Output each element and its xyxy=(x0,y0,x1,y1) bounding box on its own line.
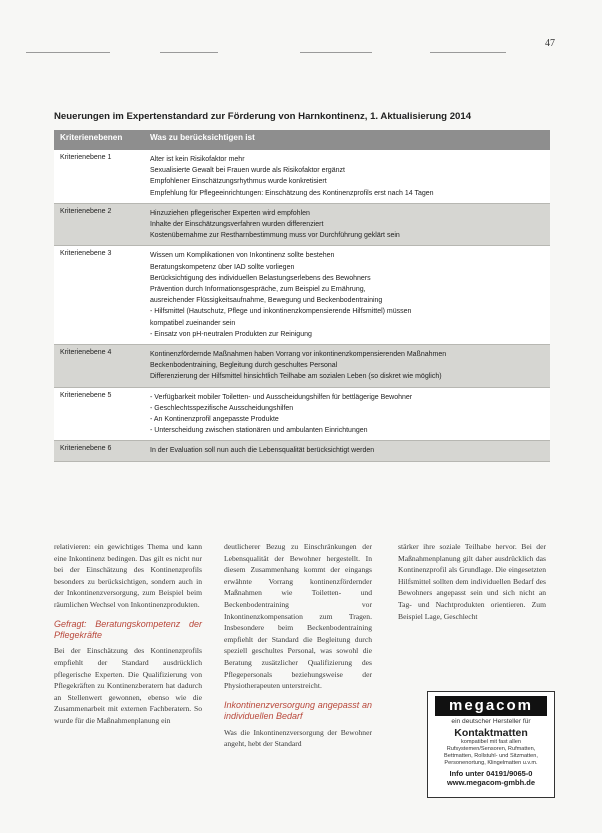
column-2-paragraph-2: Was die Inkontinenzversorgung der Bewohner angeht, hebt der Standard xyxy=(224,727,372,749)
ad-website: www.megacom-gmbh.de xyxy=(446,778,536,787)
consideration-line: Beckenbodentraining, Begleitung durch geschultes Personal xyxy=(150,362,338,370)
consideration-line: Beratungskompetenz über IAD sollte vorliegen xyxy=(150,263,295,271)
consideration-line: kompatibel zueinander sein xyxy=(150,319,236,327)
consideration-line: Berücksichtigung des individuellen Belastungserlebens des Bewohners xyxy=(150,274,371,282)
table-row xyxy=(54,441,550,461)
consideration-line: Kontinenzfördernde Maßnahmen haben Vorrang vor inkontinenzkompensierenden Maßnahmen xyxy=(150,351,447,359)
header-rule-3 xyxy=(300,52,372,53)
ad-tagline: ein deutscher Hersteller für xyxy=(451,718,531,725)
table-row xyxy=(54,345,550,388)
consideration-line: Prävention durch Informationsgespräche, zum Beispiel zu Ernährung, xyxy=(150,286,366,294)
column-2-subheading: Inkontinenzversorgung angepasst an individuellen Bedarf xyxy=(224,699,372,722)
consideration-line: - Hilfsmittel (Hautschutz, Pflege und inkontinenzkompensierende Hilfsmittel) müssen xyxy=(150,308,412,316)
considerations-cell xyxy=(144,441,550,461)
criteria-level-cell: Kriterienebene 6 xyxy=(54,441,144,461)
ad-title: Kontaktmatten xyxy=(454,727,528,739)
column-1-subheading: Gefragt: Beratungskompetenz der Pflegekräfte xyxy=(54,618,202,640)
table-body xyxy=(54,150,550,461)
text-column-3 xyxy=(398,541,546,622)
criteria-level-cell: Kriterienebene 1 xyxy=(54,150,144,203)
column-3-paragraph-1: stärker ihre soziale Teilhabe hervor. Bei der Maßnahmenplanung gilt daher ausdrücklich das Kontinenzprofil als Grundlage. Die eingesetzten Hilfsmittel sollten dem individuellen Bedarf des Bewohners angepasst sein und sich nicht an Tag- und Nachtprodukten orientieren. Zum Beispiel Lage, Geschlecht xyxy=(398,542,546,621)
page-number: 47 xyxy=(545,38,555,49)
criteria-table xyxy=(54,130,550,462)
megacom-logo: megacom xyxy=(435,696,547,716)
table-row xyxy=(54,387,550,441)
consideration-line: Kostenübernahme zur Restharnbestimmung muss vor Durchführung geklärt sein xyxy=(150,232,400,240)
header-rule-4 xyxy=(430,52,506,53)
consideration-line: Inhalte der Einschätzungsverfahren wurden differenziert xyxy=(150,221,324,229)
criteria-level-cell: Kriterienebene 2 xyxy=(54,203,144,246)
header-rule-2 xyxy=(160,52,218,53)
header-considerations: Was zu berücksichtigen ist xyxy=(144,130,550,150)
consideration-line: Hinzuziehen pflegerischer Experten wird empfohlen xyxy=(150,209,310,217)
megacom-advertisement xyxy=(427,691,555,798)
considerations-cell xyxy=(144,203,550,246)
considerations-cell xyxy=(144,150,550,203)
column-2-paragraph-1: deutlicherer Bezug zu Einschränkungen der Lebensqualität der Bewohner hergestellt. In diesem Zusammenhang kommt der eingangs erwähnte Vorrang kontinenzfördernder Maßnahmen wie Toiletten- und Beckenbodentraining vor Inkontinenzkompensation zum Tragen. Insbesondere beim Beckenbodentraining empfiehlt der Standard die Begleitung durch speziell geschultes Personal, was sowohl die Beratung zusätzlicher Qualifizierung des Pflegepersonals beziehungsweise der Physiotherapeuten unterstreicht. xyxy=(224,542,372,691)
consideration-line: - Unterscheidung zwischen stationären und ambulanten Einrichtungen xyxy=(150,427,368,435)
header-rule-1 xyxy=(26,52,110,53)
consideration-line: Empfehlung für Pflegeeinrichtungen: Einschätzung des Kontinenzprofils erst nach 14 Tagen xyxy=(150,189,434,197)
header-criteria-level: Kriterienebenen xyxy=(54,130,144,150)
criteria-level-cell: Kriterienebene 4 xyxy=(54,345,144,388)
consideration-line: Alter ist kein Risikofaktor mehr xyxy=(150,156,245,163)
considerations-cell xyxy=(144,345,550,388)
table-title: Neuerungen im Expertenstandard zur Förderung von Harnkontinenz, 1. Aktualisierung 2014 xyxy=(54,111,472,122)
column-1-paragraph-1: relativieren: ein gewichtiges Thema und kann eine Inkontinenz bedingen. Das gilt es nicht nur bei der Einschätzung des Kontinenzprofils besonders zu berücksichtigen, sondern auch in der Inkontinenzversorgung, zum Beispiel beim räumlichen Wechsel von Inkontinenzprodukten. xyxy=(54,542,202,609)
consideration-line: Differenzierung der Hilfsmittel hinsichtlich Teilhabe am sozialen Leben (so diskret wie möglich) xyxy=(150,373,442,381)
consideration-line: In der Evaluation soll nun auch die Lebensqualität berücksichtigt werden xyxy=(150,447,375,455)
consideration-line: Empfohlener Einschätzungsrhythmus wurde konkretisiert xyxy=(150,178,327,186)
consideration-line: Sexualisierte Gewalt bei Frauen wurde als Risikofaktor ergänzt xyxy=(150,167,345,175)
consideration-line: - An Kontinenzprofil angepasste Produkte xyxy=(150,416,279,424)
table-header-row xyxy=(54,130,550,150)
table-row xyxy=(54,246,550,345)
consideration-line: ausreichender Flüssigkeitsaufnahme, Bewegung und Beckenbodentraining xyxy=(150,297,383,305)
table-row xyxy=(54,203,550,246)
text-column-1 xyxy=(54,541,202,727)
table-row xyxy=(54,150,550,203)
ad-description: kompatibel mit fast allen Rufsystemen/Sensoren, Rufmatten, Bettmatten, Rollstuhl- und Sitzmatten, Personenortung, Klingelmatten u.v.m. xyxy=(444,739,538,766)
considerations-cell xyxy=(144,387,550,441)
consideration-line: - Einsatz von pH-neutralen Produkten zur Reinigung xyxy=(150,330,312,338)
consideration-line: - Geschlechtsspezifische Ausscheidungshilfen xyxy=(150,404,294,412)
criteria-level-cell: Kriterienebene 5 xyxy=(54,387,144,441)
considerations-cell xyxy=(144,246,550,345)
consideration-line: Wissen um Komplikationen von Inkontinenz sollte bestehen xyxy=(150,252,335,260)
ad-phone-info: Info unter 04191/9065-0 xyxy=(449,769,533,778)
criteria-level-cell: Kriterienebene 3 xyxy=(54,246,144,345)
text-column-2 xyxy=(224,541,372,750)
consideration-line: - Verfügbarkeit mobiler Toiletten- und Ausscheidungshilfen für bettlägerige Bewohner xyxy=(150,393,413,401)
column-1-paragraph-2: Bei der Einschätzung des Kontinenzprofils empfiehlt der Standard ausdrücklich pflegerische Experten. Die Qualifizierung von Pflegekräften zu Kontinenzberatern hat dadurch an Stellenwert gewonnen, ebenso wie die Zusammenarbeit mit externen Fachberatern. So wurde für die Maßnahmenplanung ein xyxy=(54,646,202,725)
